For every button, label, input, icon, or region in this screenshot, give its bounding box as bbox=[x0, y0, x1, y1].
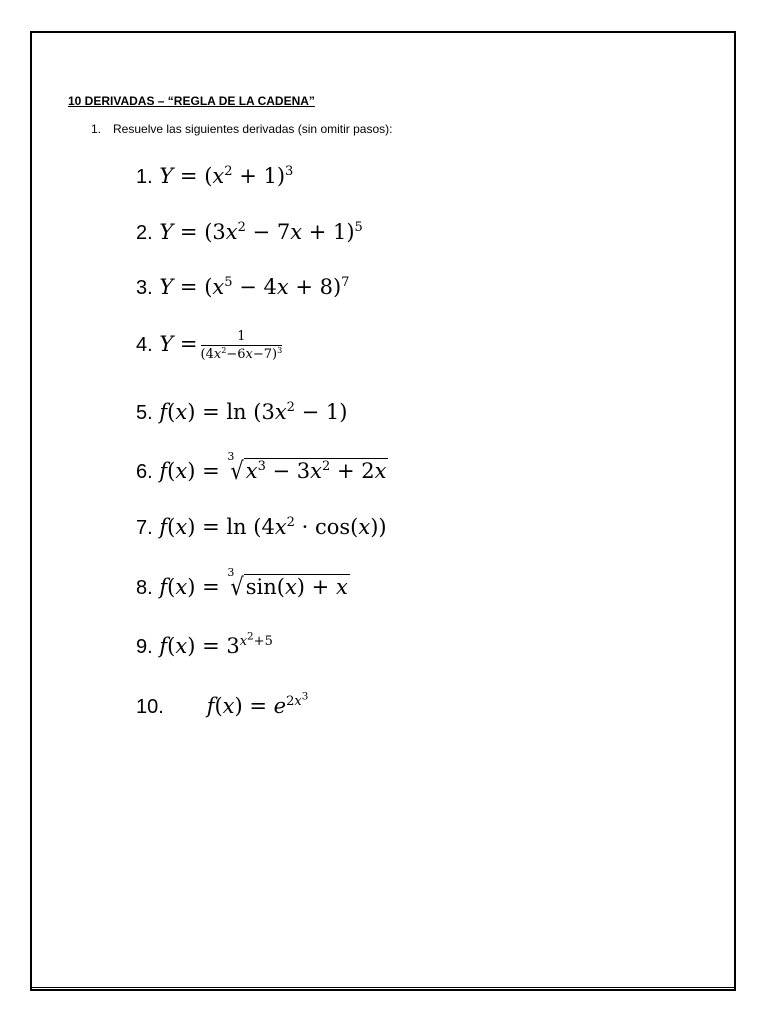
exercise-2 bbox=[136, 219, 363, 244]
exercise-number: 7. bbox=[136, 517, 153, 539]
exercise-8 bbox=[136, 566, 350, 601]
exercise-expression: $Y = (x^5 - 4x + 8)^7$ bbox=[159, 274, 350, 299]
exercise-number: 9. bbox=[136, 636, 153, 658]
exercise-10 bbox=[136, 690, 309, 718]
exercise-3 bbox=[136, 274, 350, 299]
exercise-expression: f(x) = 3 √sin(x) + x bbox=[159, 566, 348, 601]
document-title: 10 DERIVADAS – “REGLA DE LA CADENA” bbox=[68, 94, 315, 108]
exercise-expression: $f(x) = \ln (4x^2 \cdot \cos(x))$ bbox=[159, 514, 387, 539]
exercise-number: 2. bbox=[136, 222, 153, 244]
exercise-expression: Y = $\frac{1}{(4x^2-6x-7)^3}$ bbox=[159, 329, 283, 362]
instruction-number: 1. bbox=[91, 122, 102, 136]
fraction: $\frac{1}{(4x^2-6x-7)^3}$ bbox=[200, 329, 283, 362]
exercise-number: 3. bbox=[136, 277, 153, 299]
exercise-4 bbox=[136, 330, 282, 361]
exercise-number: 4. bbox=[136, 334, 153, 356]
exercise-expression: $Y = (x^2 + 1)^3$ bbox=[159, 163, 294, 188]
instruction bbox=[91, 122, 392, 136]
exercise-expression: f(x) = 3 $√x^3 - 3x^2 + 2x$ bbox=[159, 450, 387, 485]
exercise-number: 8. bbox=[136, 577, 153, 599]
exercise-expression: $Y = (3x^2 - 7x + 1)^5$ bbox=[159, 219, 363, 244]
exercise-expression: $f(x) = \ln (3x^2 - 1)$ bbox=[159, 399, 348, 424]
cube-root: 3 $√x^3 - 3x^2 + 2x$ bbox=[227, 450, 387, 485]
exercise-number: 5. bbox=[136, 402, 153, 424]
exercise-number: 1. bbox=[136, 166, 153, 188]
cube-root: 3 √sin(x) + x bbox=[227, 566, 348, 601]
exercise-7 bbox=[136, 514, 387, 539]
exercise-number: 6. bbox=[136, 461, 153, 483]
exercise-expression: $f(x) = 3^{x^2+5}$ bbox=[159, 630, 273, 658]
instruction-text: Resuelve las siguientes derivadas (sin omitir pasos): bbox=[113, 122, 393, 136]
exercise-1 bbox=[136, 163, 294, 188]
exercise-5 bbox=[136, 399, 348, 424]
exercise-6 bbox=[136, 450, 388, 485]
exercise-number: 10. bbox=[136, 696, 164, 718]
exercise-expression: $f(x) = e^{2x^3}$ bbox=[206, 690, 309, 718]
exercise-9 bbox=[136, 630, 273, 658]
